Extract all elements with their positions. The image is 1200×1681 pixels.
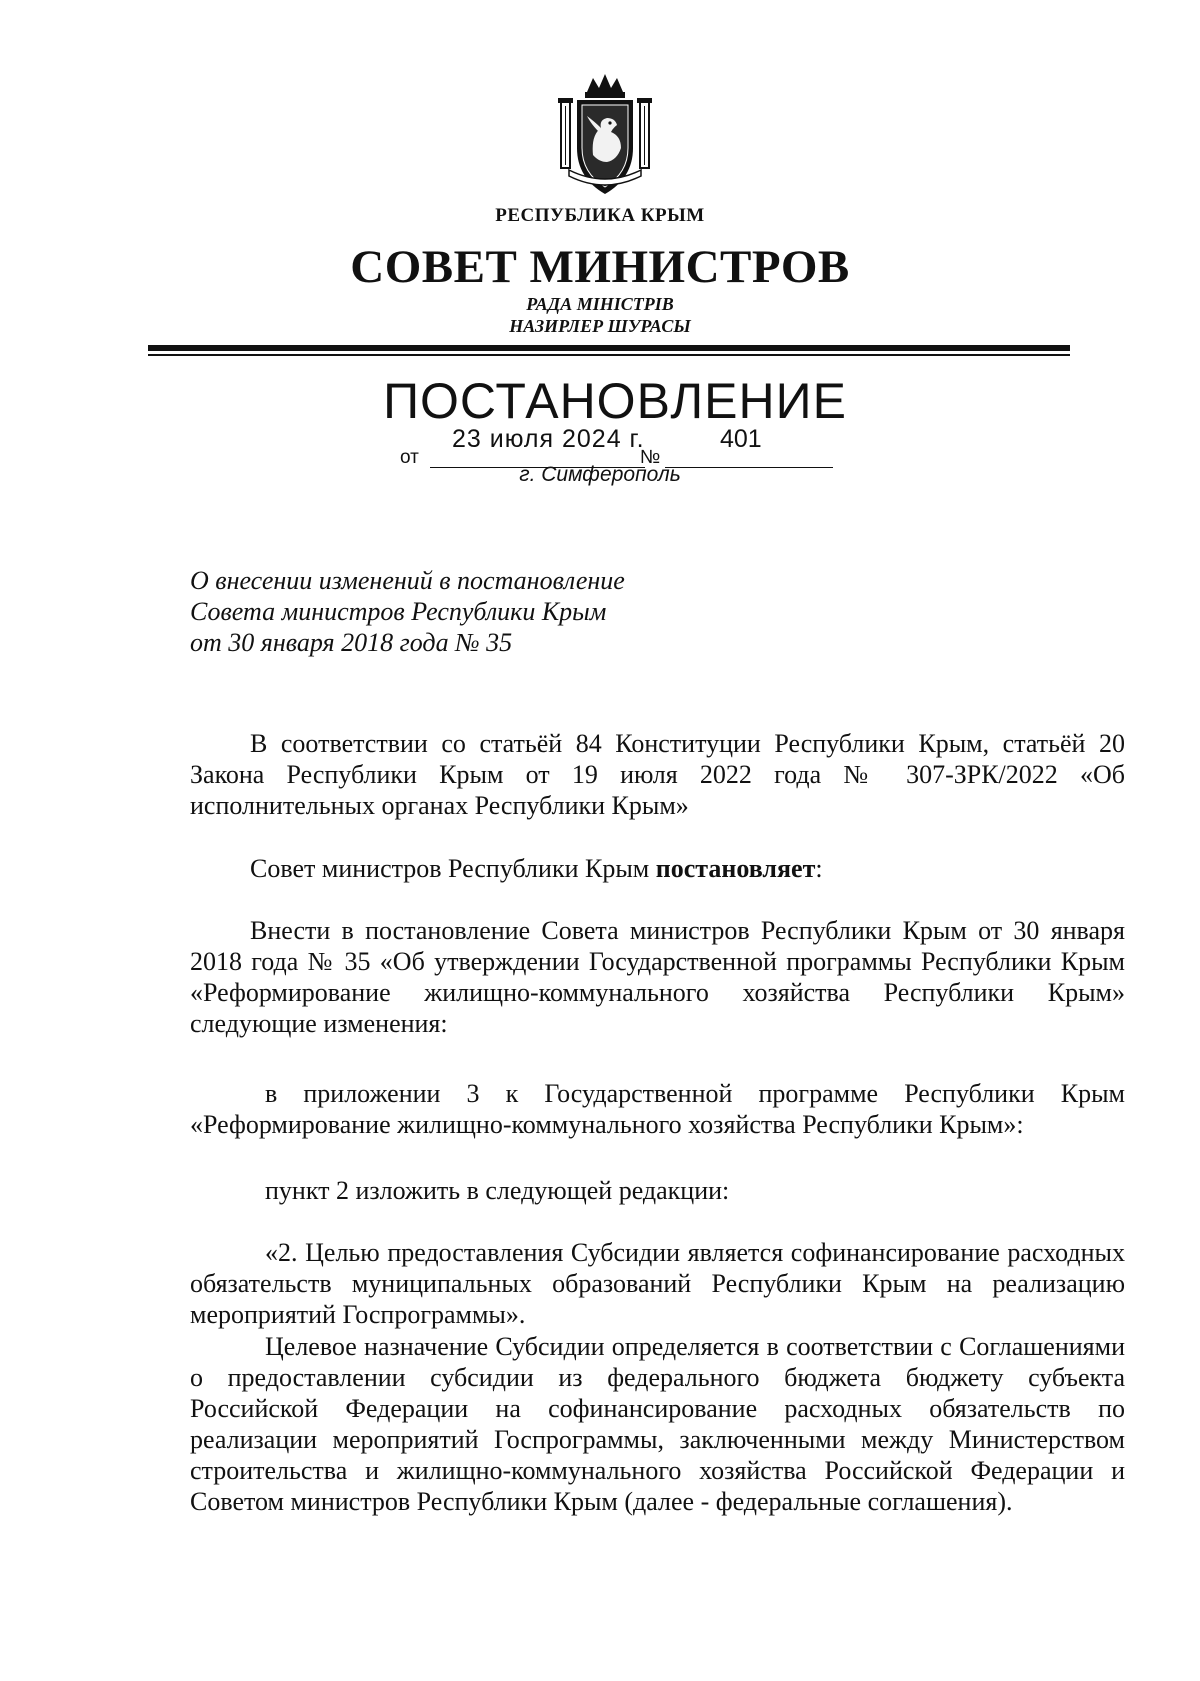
clause-text-paragraph: «2. Целью предоставления Субсидии является софинансирование расходных обязательств муниципальных образований Республики Крым на реализацию мероприятий Госпрограммы». xyxy=(190,1238,1125,1329)
decree-city: г. Симферополь xyxy=(519,463,681,486)
decree-title: ПОСТАНОВЛЕНИЕ xyxy=(383,373,847,429)
subject-line: Совета министров Республики Крым xyxy=(190,597,607,626)
header-divider-thin xyxy=(148,354,1070,356)
resolution-suffix: : xyxy=(815,854,823,883)
number-label: № xyxy=(640,447,661,468)
purpose-paragraph: Целевое назначение Субсидии определяется в соответствии с Соглашениями о предоставлении субсидии из федерального бюджета бюджету субъекта Российской Федерации на софинансирование расходных обязательств по реализации мероприятий Госпрограммы, заключенными между Министерством строительства и жилищно-коммунального хозяйства Российской Федерации и Советом министров Республики Крым (далее - федеральные соглашения). xyxy=(190,1332,1125,1516)
clause-paragraph: пункт 2 изложить в следующей редакции: xyxy=(265,1176,730,1205)
council-title-crimean-tatar: НАЗИРЛЕР ШУРАСЫ xyxy=(509,316,691,336)
republic-name: РЕСПУБЛИКА КРЫМ xyxy=(495,205,705,226)
from-label: от xyxy=(400,447,419,468)
decree-number: 401 xyxy=(720,425,762,453)
annex-paragraph: в приложении 3 к Государственной программе Республики Крым «Реформирование жилищно-коммунального хозяйства Республики Крым»: xyxy=(190,1079,1125,1139)
preamble-paragraph: В соответствии со статьёй 84 Конституции Республики Крым, статьёй 20 Закона Республики Крым от 19 июля 2022 года № 307-ЗРК/2022 «Об исполнительных органах Республики Крым» xyxy=(190,729,1125,820)
subject-line: О внесении изменений в постановление xyxy=(190,566,625,595)
decree-subject xyxy=(190,565,750,658)
resolution-paragraph xyxy=(190,853,1125,884)
amendment-paragraph: Внести в постановление Совета министров Республики Крым от 30 января 2018 года № 35 «Об утверждении Государственной программы Республики Крым «Реформирование жилищно-коммунального хозяйства Республики Крым» следующие изменения: xyxy=(190,916,1125,1038)
resolution-keyword: постановляет xyxy=(655,854,816,883)
coat-of-arms-icon xyxy=(555,70,655,200)
subject-line: от 30 января 2018 года № 35 xyxy=(190,628,513,657)
council-title: СОВЕТ МИНИСТРОВ xyxy=(350,241,850,293)
council-title-ukrainian: РАДА МІНІСТРІВ xyxy=(526,294,674,314)
resolution-prefix: Совет министров Республики Крым xyxy=(250,854,656,883)
header-divider-thick xyxy=(148,345,1070,351)
decree-date: 23 июля 2024 г. xyxy=(452,425,645,453)
